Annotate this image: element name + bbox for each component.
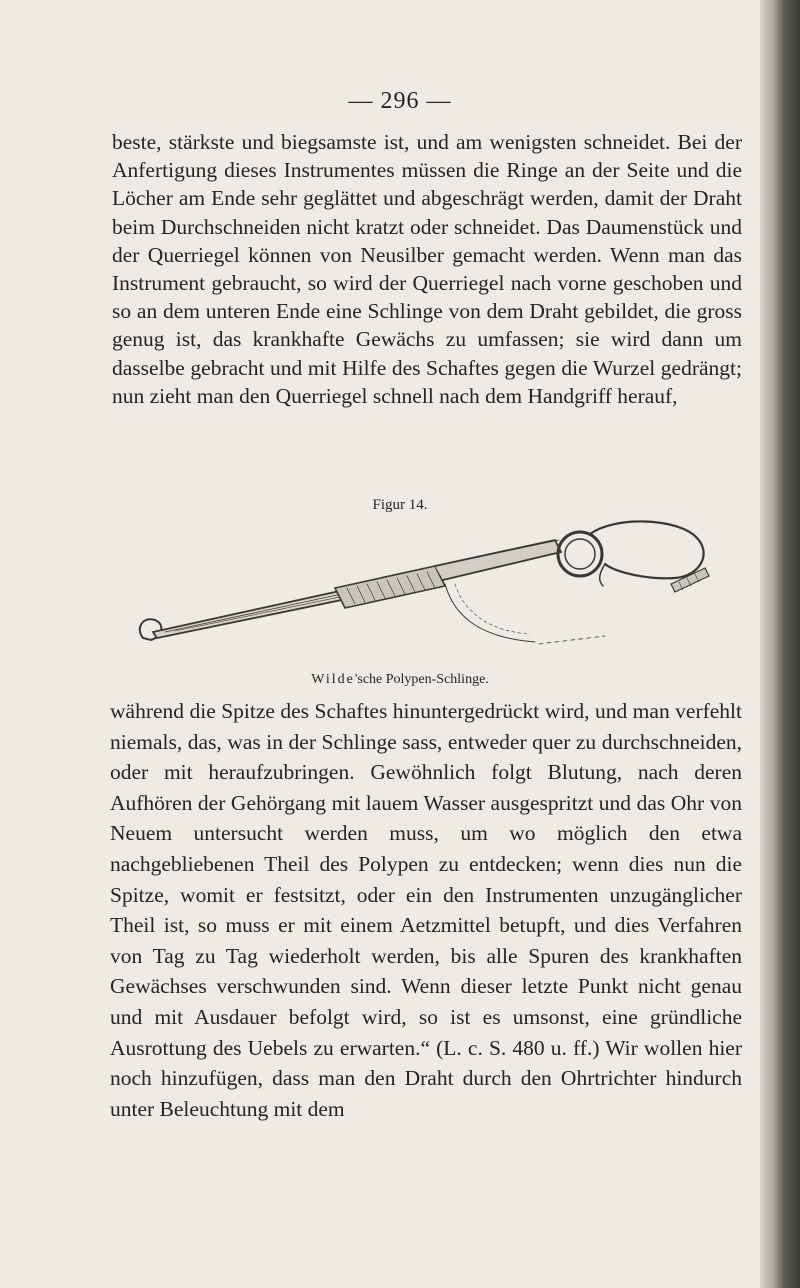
page-number: — 296 — — [348, 88, 452, 114]
paragraph-top: beste, stärkste und biegsamste ist, und am wenigsten schneidet. Bei der Anfertigung dieses Instrumentes müssen die Ringe an der Seite und die Löcher am Ende sehr geglättet und abgeschrägt werden, damit der Draht beim Durchschneiden nicht kratzt oder schneidet. Das Daumenstück und der Querriegel können von Neusilber gemacht werden. Wenn man das Instrument gebraucht, so wird der Querriegel nach vorne geschoben und so an dem unteren Ende eine Schlinge von dem Draht gebildet, die gross genug ist, das krankhafte Gewächs zu umfassen; sie wird dann um dasselbe gebracht und mit Hilfe des Schaftes gegen die Wurzel gedrängt; nun zieht man den Querriegel schnell nach dem Handgriff herauf, — [112, 130, 742, 408]
caption-name: Wilde — [311, 672, 355, 687]
figure-caption — [0, 672, 800, 688]
finger-ring — [590, 521, 704, 578]
paragraph-bottom: während die Spitze des Schaftes hinuntergedrückt wird, und man verfehlt niemals, das, was in der Schlinge sass, entweder quer zu durchschneiden, oder mit heraufzubringen. Gewöhnlich folgt Blutung, nach deren Aufhören der Gehörgang mit lauem Wasser ausgespritzt und das Ohr von Neuem untersucht werden muss, um wo möglich den etwa nachgebliebenen Theil des Polypen zu entdecken; wenn dies nun die Spitze, womit er festsitzt, oder ein den Instrumenten unzugänglicher Theil ist, so muss er mit einem Aetzmittel betupft, und dies Verfahren von Tag zu Tag wiederholt werden, bis alle Spuren des krankhaften Gewächses verschwunden sind. Wenn dieser letzte Punkt nicht genau und mit Ausdauer befolgt wird, so ist es umsonst, eine gründliche Ausrottung des Uebels zu erwarten.“ (L. c. S. 480 u. ff.) Wir wollen hier noch hinzufügen, dass man den Draht durch den Ohrtrichter hindurch unter Beleuchtung mit dem — [110, 699, 742, 1121]
figure-label: Figur 14. — [372, 497, 428, 513]
snare-drawing — [135, 520, 715, 670]
page-edge-shadow — [760, 0, 800, 1288]
caption-rest: 'sche Polypen-Schlinge. — [354, 672, 489, 687]
polyp-snare-illustration — [135, 520, 715, 670]
handle-rail — [435, 540, 561, 580]
crossbar — [335, 566, 445, 608]
